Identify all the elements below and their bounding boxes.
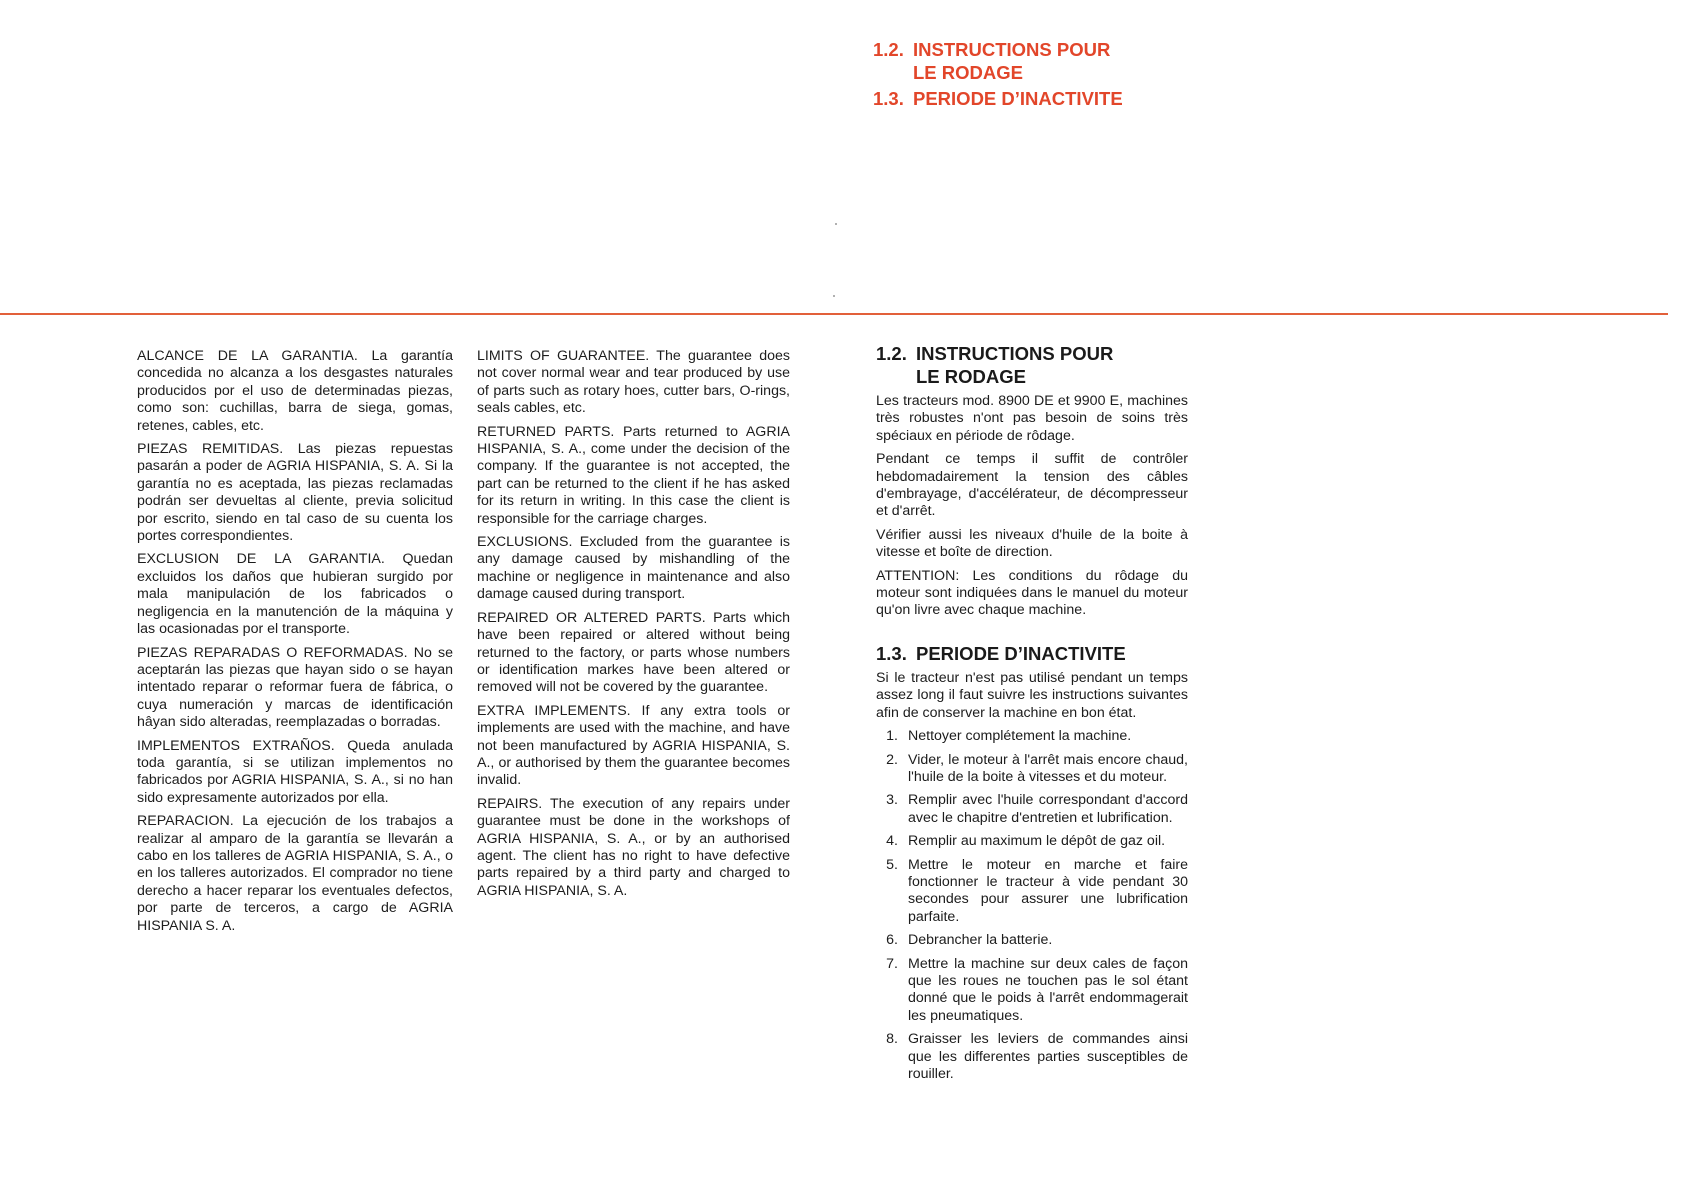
english-warranty-column — [477, 348, 790, 906]
heading-line: LE RODAGE — [913, 62, 1023, 83]
section-number: 1.3. — [876, 642, 907, 664]
section-number: 1.2. — [876, 343, 907, 364]
paragraph: LIMITS OF GUARANTEE. The guarantee does not cover normal wear and tear produced by use of parts such as rotary hoes, cutter bars, O-rings, seals cables, etc. — [477, 348, 790, 417]
top-heading-1-2 — [873, 38, 1123, 84]
scan-speck — [835, 223, 837, 225]
spanish-warranty-column — [137, 348, 453, 941]
list-item — [876, 1031, 1188, 1083]
top-section-headings — [873, 38, 1123, 113]
scan-speck — [833, 295, 835, 297]
step-number: 7. — [886, 955, 898, 972]
list-item — [876, 932, 1188, 949]
heading-line: PERIODE D’INACTIVITE — [913, 88, 1123, 109]
step-number: 6. — [886, 932, 898, 949]
step-text: Debrancher la batterie. — [908, 932, 1053, 949]
french-instructions-column — [876, 342, 1188, 1089]
paragraph: IMPLEMENTOS EXTRAÑOS. Queda anulada toda garantía, si se utilizan implementos no fabricados por AGRIA HISPANIA, S. A., si no han sido expresamente autorizados por ella. — [137, 737, 453, 806]
title-line: PERIODE D’INACTIVITE — [916, 642, 1126, 664]
step-text: Remplir au maximum le dépôt de gaz oil. — [908, 833, 1166, 850]
paragraph: REPARACION. La ejecución de los trabajos a realizar al amparo de la garantía se llevarán a cabo en los talleres de AGRIA HISPANIA, S. A., o en los talleres autorizados. El comprador no tiene derecho a hacer reparar los eventuales defectos, por parte de terceros, a cargo de AGRIA HISPANIA S. A. — [137, 813, 453, 934]
step-text: Graisser les leviers de commandes ainsi que les differentes parties susceptibles de rouiller. — [908, 1031, 1188, 1082]
paragraph: EXCLUSION DE LA GARANTIA. Quedan excluidos los daños que hubieran surgido por mala manipulación de los fabricados o negligencia en la manutención de la máquina y las ocasionadas por el transporte. — [137, 551, 453, 638]
paragraph: EXTRA IMPLEMENTS. If any extra tools or implements are used with the machine, and have not been manufactured by AGRIA HISPANIA, S. A., or authorised by them the guarantee becomes invalid. — [477, 702, 790, 789]
section-title-rodage — [876, 342, 1188, 388]
paragraph: ALCANCE DE LA GARANTIA. La garantía concedida no alcanza a los desgastes naturales producidos por el uso de determinadas piezas, como son: cuchillas, barra de siega, gomas, retenes, cables, etc. — [137, 348, 453, 434]
step-text: Remplir avec l'huile correspondant d'accord avec le chapitre d'entretien et lubrification. — [908, 792, 1188, 826]
heading-line: INSTRUCTIONS POUR — [913, 39, 1111, 60]
paragraph: ATTENTION: Les conditions du rôdage du moteur sont indiquées dans le manuel du moteur qu'on livre avec chaque machine. — [876, 567, 1188, 619]
step-text: Nettoyer complétement la machine. — [908, 728, 1132, 745]
top-heading-1-3 — [873, 87, 1123, 110]
paragraph: Si le tracteur n'est pas utilisé pendant un temps assez long il faut suivre les instructions suivantes afin de conserver la machine en bon état. — [876, 669, 1188, 721]
step-number: 3. — [886, 792, 898, 809]
step-number: 4. — [886, 833, 898, 850]
heading-number: 1.2. — [873, 39, 904, 60]
step-number: 8. — [886, 1031, 898, 1048]
title-line: LE RODAGE — [916, 366, 1026, 387]
section-title-inactivite — [876, 642, 1188, 665]
step-text: Mettre la machine sur deux cales de façon que les roues ne touchen pas le sol étant donné que le poids à l'arrêt endommagerait les pneumatiques. — [908, 955, 1188, 1024]
steps-list — [876, 728, 1188, 1083]
paragraph: EXCLUSIONS. Excluded from the guarantee is any damage caused by mishandling of the machine or negligence in maintenance and also damage caused during transport. — [477, 534, 790, 603]
section-divider-rule — [0, 313, 1668, 315]
list-item — [876, 956, 1188, 1026]
step-text: Vider, le moteur à l'arrêt mais encore chaud, l'huile de la boite à vitesses et du moteur. — [908, 751, 1188, 785]
heading-number: 1.3. — [873, 88, 904, 109]
list-item — [876, 752, 1188, 787]
paragraph: PIEZAS REPARADAS O REFORMADAS. No se aceptarán las piezas que hayan sido o se hayan intentado reparar o reformar fuera de fábrica, o cuya numeración y marcas de identificación hâyan sido alteradas, reemplazadas o borradas. — [137, 644, 453, 731]
list-item — [876, 833, 1188, 850]
step-text: Mettre le moteur en marche et faire fonctionner le tracteur à vide pendant 30 secondes pour assurer une lubrification parfaite. — [908, 856, 1188, 925]
step-number: 1. — [886, 728, 898, 745]
paragraph: RETURNED PARTS. Parts returned to AGRIA HISPANIA, S. A., come under the decision of the company. If the guarantee is not accepted, the part can be returned to the client if he has asked for its return in writing. In this case the client is responsible for the carriage charges. — [477, 423, 790, 527]
paragraph: REPAIRED OR ALTERED PARTS. Parts which have been repaired or altered without being returned to the factory, or parts whose numbers or identification markes have been altered or removed will not be covered by the guarantee. — [477, 609, 790, 696]
list-item — [876, 728, 1188, 745]
paragraph: Les tracteurs mod. 8900 DE et 9900 E, machines très robustes n'ont pas besoin de soins très spéciaux en période de rôdage. — [876, 393, 1188, 444]
step-number: 2. — [886, 751, 898, 768]
step-number: 5. — [886, 856, 898, 873]
title-line: INSTRUCTIONS POUR — [916, 343, 1114, 364]
paragraph: Pendant ce temps il suffit de contrôler hebdomadairement la tension des câbles d'embrayage, d'accélérateur, de décompresseur et d'arrêt. — [876, 451, 1188, 520]
list-item — [876, 857, 1188, 927]
paragraph: PIEZAS REMITIDAS. Las piezas repuestas pasarán a poder de AGRIA HISPANIA, S. A. Si la garantía no es aceptada, las piezas reclamadas podrán ser devueltas al cliente, previa solicitud por escrito, siendo en tal caso de su cuenta los portes correspondientes. — [137, 441, 453, 545]
list-item — [876, 792, 1188, 827]
paragraph: REPAIRS. The execution of any repairs under guarantee must be done in the workshops of AGRIA HISPANIA, S. A., or by an authorised agent. The client has no right to have defective parts repaired by a third party and charged to AGRIA HISPANIA, S. A. — [477, 795, 790, 899]
paragraph: Vérifier aussi les niveaux d'huile de la boite à vitesse et boîte de direction. — [876, 526, 1188, 561]
